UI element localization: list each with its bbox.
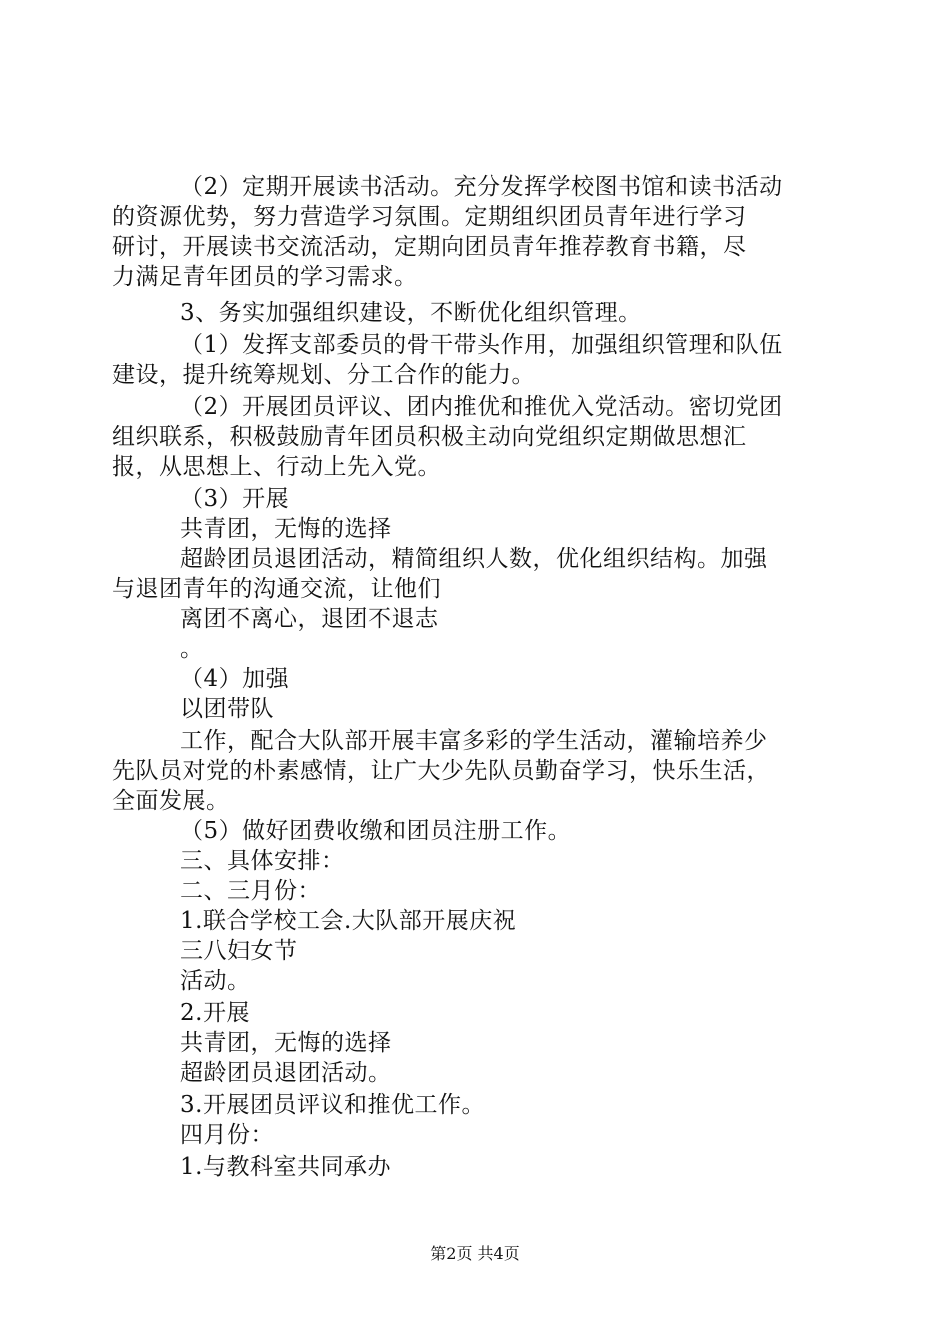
- text-line: 工作，配合大队部开展丰富多彩的学生活动，灌输培养少: [180, 728, 768, 754]
- text-line: 超龄团员退团活动，精简组织人数，优化组织结构。加强: [180, 546, 768, 572]
- text-line: 力满足青年团员的学习需求。: [112, 264, 418, 290]
- text-line: 三、具体安排：: [180, 848, 345, 874]
- text-line: 报，从思想上、行动上先入党。: [112, 454, 441, 480]
- text-line: 以团带队: [180, 696, 274, 722]
- text-line: 。: [180, 636, 204, 662]
- text-line: （4）加强: [180, 666, 290, 692]
- text-line: 的资源优势，努力营造学习氛围。定期组织团员青年进行学习: [112, 204, 747, 230]
- text-line: 活动。: [180, 968, 251, 994]
- text-line: 三八妇女节: [180, 938, 298, 964]
- text-line: 先队员对党的朴素感情，让广大少先队员勤奋学习，快乐生活，: [112, 758, 770, 784]
- text-line: （5）做好团费收缴和团员注册工作。: [180, 818, 572, 844]
- text-line: （2）开展团员评议、团内推优和推优入党活动。密切党团: [180, 394, 783, 420]
- text-line: 共青团，无悔的选择: [180, 1030, 392, 1056]
- text-line: 1.联合学校工会.大队部开展庆祝: [180, 908, 517, 934]
- text-line: 3、务实加强组织建设，不断优化组织管理。: [180, 300, 642, 326]
- text-line: 3.开展团员评议和推优工作。: [180, 1092, 485, 1118]
- text-line: 超龄团员退团活动。: [180, 1060, 392, 1086]
- text-line: 建设，提升统筹规划、分工合作的能力。: [112, 362, 535, 388]
- text-line: （2）定期开展读书活动。充分发挥学校图书馆和读书活动: [180, 174, 783, 200]
- text-line: 离团不离心，退团不退志: [180, 606, 439, 632]
- page-number-footer: 第2页 共4页: [430, 1244, 520, 1263]
- text-line: 2.开展: [180, 1000, 250, 1026]
- text-line: 组织联系，积极鼓励青年团员积极主动向党组织定期做思想汇: [112, 424, 747, 450]
- text-line: 四月份：: [180, 1122, 274, 1148]
- text-line: 共青团，无悔的选择: [180, 516, 392, 542]
- text-line: 1.与教科室共同承办: [180, 1154, 391, 1180]
- text-line: （3）开展: [180, 486, 290, 512]
- text-line: （1）发挥支部委员的骨干带头作用，加强组织管理和队伍: [180, 332, 783, 358]
- text-line: 研讨，开展读书交流活动，定期向团员青年推荐教育书籍，尽: [112, 234, 747, 260]
- text-line: 全面发展。: [112, 788, 230, 814]
- text-line: 与退团青年的沟通交流，让他们: [112, 576, 441, 602]
- text-line: 二、三月份：: [180, 878, 321, 904]
